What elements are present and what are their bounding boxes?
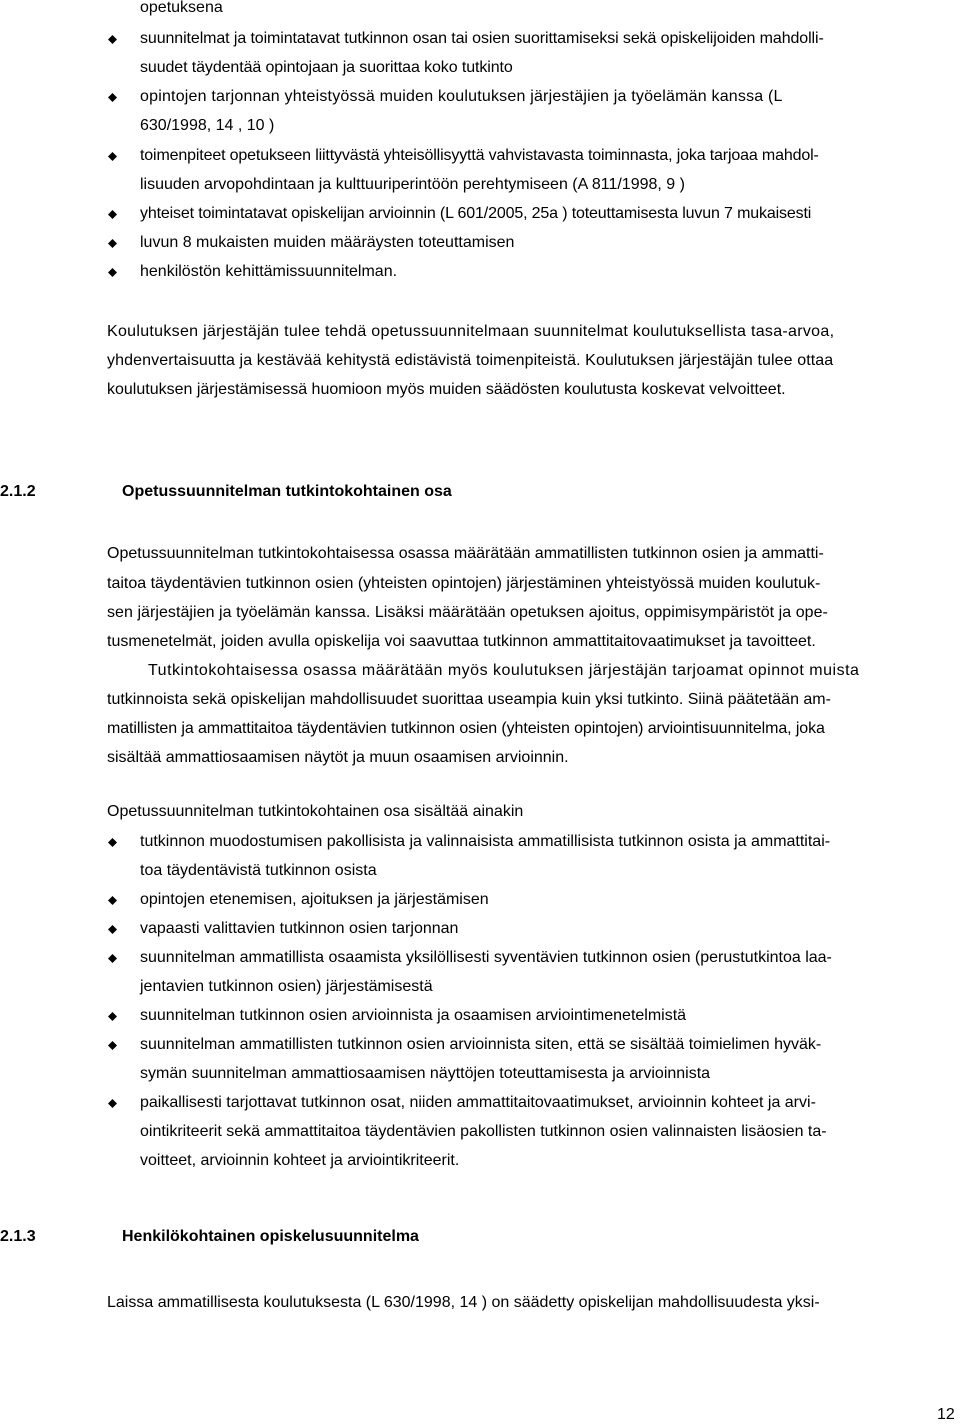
diamond-bullet-icon [108, 838, 117, 847]
list-item-line: henkilöstön kehittämissuunnitelman. [140, 263, 398, 280]
diamond-bullet-icon [108, 925, 117, 934]
section-number: 2.1.2 [0, 483, 36, 500]
list-item-line: paikallisesti tarjottavat tutkinnon osat, niiden ammattitaitovaatimukset, arvioinnin kohteet ja arvi- [140, 1094, 816, 1111]
paragraph-line: Tutkintokohtaisessa osassa määrätään myös koulutuksen järjestäjän tarjoamat opinnot muista [148, 662, 860, 679]
diamond-bullet-icon [108, 35, 117, 44]
paragraph-line: Laissa ammatillisesta koulutuksesta (L 630/1998, 14 ) on säädetty opiskelijan mahdollisuudesta yksi- [107, 1294, 820, 1311]
list-item-line: 630/1998, 14 , 10 ) [140, 117, 275, 134]
list-item-line: toa täydentävistä tutkinnon osista [140, 862, 377, 879]
section-heading: Opetussuunnitelman tutkintokohtainen osa [122, 483, 452, 500]
paragraph-line: matillisten ja ammattitaitoa täydentävien tutkinnon osien (yhteisten opintojen) arviointisuunnitelma, joka [107, 720, 825, 737]
paragraph-line: yhdenvertaisuutta ja kestävää kehitystä edistävistä toimenpiteistä. Koulutuksen järjestäjän tulee ottaa [107, 352, 834, 369]
list-item-line: tutkinnon muodostumisen pakollisista ja valinnaisista ammatillisista tutkinnon osista ja ammattitai- [140, 833, 831, 850]
diamond-bullet-icon [108, 239, 117, 248]
list-item-line: toimenpiteet opetukseen liittyvästä yhteisöllisyyttä vahvistavasta toiminnasta, joka tarjoaa mahdol- [140, 147, 819, 164]
list-item-line: opintojen tarjonnan yhteistyössä muiden koulutuksen järjestäjien ja työelämän kanssa (L [140, 88, 783, 105]
diamond-bullet-icon [108, 210, 117, 219]
paragraph-line: tusmenetelmät, joiden avulla opiskelija voi saavuttaa tutkinnon ammattitaitovaatimukset ja tavoitteet. [107, 633, 816, 650]
paragraph-line: Opetussuunnitelman tutkintokohtaisessa osassa määrätään ammatillisten tutkinnon osien ja ammatti- [107, 545, 824, 562]
list-item-line: suunnitelman ammatillista osaamista yksilöllisesti syventävien tutkinnon osien (perustutkintoa laa- [140, 949, 832, 966]
diamond-bullet-icon [108, 1041, 117, 1050]
list-item-line: luvun 8 mukaisten muiden määräysten toteuttamisen [140, 234, 515, 251]
list-item-line: yhteiset toimintatavat opiskelijan arvioinnin (L 601/2005, 25a ) toteuttamisesta luvun 7 mukaisesti [140, 205, 812, 222]
paragraph-line: taitoa täydentävien tutkinnon osien (yhteisten opintojen) järjestäminen yhteistyössä muiden koulutuk- [107, 575, 821, 592]
list-item-line: suunnitelman ammatillisten tutkinnon osien arvioinnista siten, että se sisältää toimielimen hyväk- [140, 1036, 822, 1053]
list-item-line: lisuuden arvopohdintaan ja kulttuuriperintöön perehtymiseen (A 811/1998, 9 ) [140, 176, 685, 193]
list-item-line: vapaasti valittavien tutkinnon osien tarjonnan [140, 920, 459, 937]
paragraph-line: sen järjestäjien ja työelämän kanssa. Lisäksi määrätään opetuksen ajoitus, oppimisympäristöt ja ope- [107, 604, 828, 621]
list-item-line: ointikriteerit sekä ammattitaitoa täydentävien pakollisten tutkinnon osien valinnaisten lisäosien ta- [140, 1123, 827, 1140]
list-item-line: opintojen etenemisen, ajoituksen ja järjestämisen [140, 891, 489, 908]
list-item-line: symän suunnitelman ammattiosaamisen näyttöjen toteuttamisesta ja arvioinnista [140, 1065, 711, 1082]
paragraph-line: sisältää ammattiosaamisen näytöt ja muun osaamisen arvioinnin. [107, 749, 569, 766]
paragraph-line: koulutuksen järjestämisessä huomioon myös muiden säädösten koulutusta koskevat velvoitteet. [107, 381, 786, 398]
list-item-line: suudet täydentää opintojaan ja suorittaa koko tutkinto [140, 59, 513, 76]
text-line: opetuksena [140, 0, 223, 16]
page-number: 12 [937, 1406, 955, 1423]
diamond-bullet-icon [108, 954, 117, 963]
diamond-bullet-icon [108, 896, 117, 905]
diamond-bullet-icon [108, 1099, 117, 1108]
diamond-bullet-icon [108, 1012, 117, 1021]
section-number: 2.1.3 [0, 1228, 36, 1245]
section-heading: Henkilökohtainen opiskelusuunnitelma [122, 1228, 419, 1245]
diamond-bullet-icon [108, 152, 117, 161]
list-item-line: jentavien tutkinnon osien) järjestämisestä [140, 978, 433, 995]
diamond-bullet-icon [108, 268, 117, 277]
list-item-line: suunnitelman tutkinnon osien arvioinnista ja osaamisen arviointimenetelmistä [140, 1007, 687, 1024]
diamond-bullet-icon [108, 93, 117, 102]
paragraph-line: Koulutuksen järjestäjän tulee tehdä opetussuunnitelmaan suunnitelmat koulutuksellista tasa-arvoa, [107, 323, 835, 340]
list-intro: Opetussuunnitelman tutkintokohtainen osa sisältää ainakin [107, 803, 524, 820]
list-item-line: suunnitelmat ja toimintatavat tutkinnon osan tai osien suorittamiseksi sekä opiskelijoiden mahdolli- [140, 30, 824, 47]
list-item-line: voitteet, arvioinnin kohteet ja arviointikriteerit. [140, 1152, 460, 1169]
paragraph-line: tutkinnoista sekä opiskelijan mahdollisuudet suorittaa useampia kuin yksi tutkinto. Siinä päätetään am- [107, 691, 831, 708]
